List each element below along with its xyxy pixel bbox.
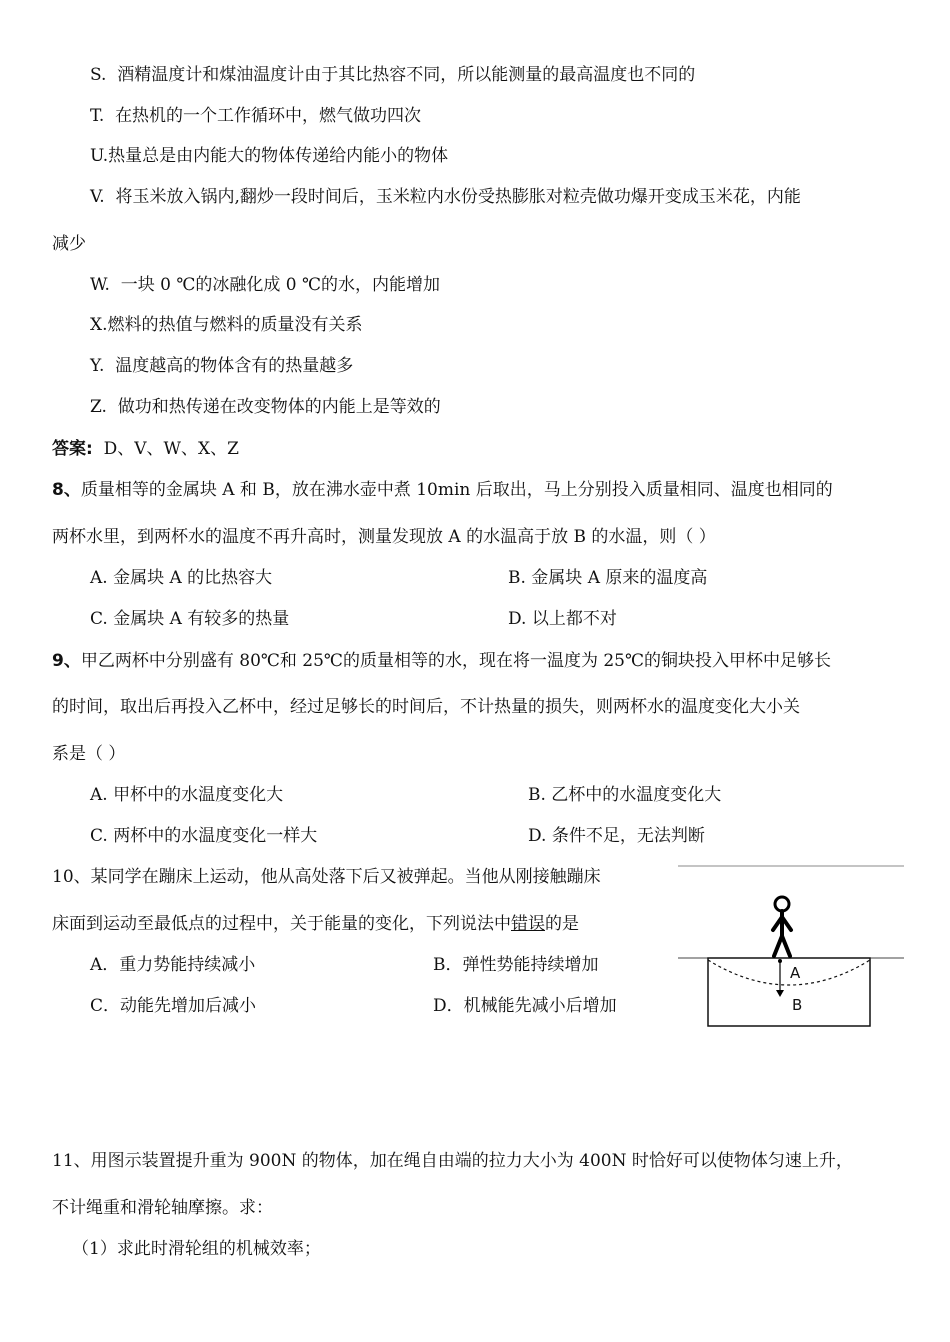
q10-line1: 10、某同学在蹦床上运动，他从高处落下后又被弹起。当他从刚接触蹦床: [52, 867, 601, 887]
q8-stem: 质量相等的金属块 A 和 B，放在沸水壶中煮 10min 后取出，马上分别投入质量相同、温度也相同的: [80, 480, 833, 500]
q11-line2: 不计绳重和滑轮轴摩擦。求：: [52, 1198, 273, 1218]
q8-option-b: B. 金属块 A 原来的温度高: [508, 568, 708, 588]
q9-option-c: C. 两杯中的水温度变化一样大: [90, 826, 318, 846]
q10-line2: [52, 916, 579, 933]
q8-option-a: A. 金属块 A 的比热容大: [90, 568, 273, 588]
q10-stem-b: 的是: [545, 914, 579, 934]
q10-option-c: C．动能先增加后减小: [90, 996, 257, 1016]
q10-stem-a: 床面到运动至最低点的过程中，关于能量的变化，下列说法中: [52, 914, 511, 934]
q8-option-d: D. 以上都不对: [508, 609, 617, 629]
q10-option-b: B．弹性势能持续增加: [433, 955, 599, 975]
q9-line3: 系是（ ）: [52, 744, 126, 764]
trampoline-deflection-curve: [708, 960, 870, 985]
item-v-continuation: 减少: [52, 234, 86, 254]
trampoline-frame: [708, 958, 870, 1026]
q9-option-b: B. 乙杯中的水温度变化大: [528, 785, 722, 805]
trampoline-figure: [676, 864, 906, 1034]
item-label: W.: [90, 275, 110, 295]
arrow-head: [776, 990, 784, 997]
person-figure: [773, 897, 791, 956]
item-text: 燃料的热值与燃料的质量没有关系: [107, 315, 363, 335]
q10-emphasis-wrong: 错误: [511, 914, 545, 934]
q9-stem: 甲乙两杯中分别盛有 80℃和 25℃的质量相等的水，现在将一温度为 25℃的铜块投入甲杯中足够长: [80, 651, 832, 671]
item-text: 一块 0 ℃的冰融化成 0 ℃的水，内能增加: [120, 275, 440, 295]
item-t: [90, 108, 421, 125]
item-y: [90, 358, 353, 375]
q8-option-c: C. 金属块 A 有较多的热量: [90, 609, 290, 629]
item-text: 做功和热传递在改变物体的内能上是等效的: [117, 397, 441, 417]
q9-option-a: A. 甲杯中的水温度变化大: [90, 785, 284, 805]
q9-line2: 的时间，取出后再投入乙杯中，经过足够长的时间后，不计热量的损失，则两杯水的温度变化大小关: [52, 697, 800, 717]
item-label: T.: [90, 106, 105, 126]
item-text: 将玉米放入锅内,翻炒一段时间后，玉米粒内水份受热膨胀对粒壳做功爆开变成玉米花，内能: [115, 187, 801, 207]
point-b-label: B: [792, 996, 803, 1014]
q9-number: 9、: [52, 651, 81, 671]
point-a-label: A: [790, 964, 801, 982]
q8-number: 8、: [52, 480, 81, 500]
q10-option-d: D．机械能先减小后增加: [433, 996, 617, 1016]
q10-option-a: A．重力势能持续减小: [90, 955, 256, 975]
answer-text: D、V、W、X、Z: [103, 439, 239, 459]
item-w: [90, 277, 440, 294]
item-z: [90, 399, 441, 416]
q11-line1: 11、用图示装置提升重为 900N 的物体，加在绳自由端的拉力大小为 400N 时恰好可以使物体匀速上升，: [52, 1151, 853, 1171]
answer-line: [52, 441, 239, 458]
q11-sub1: （1）求此时滑轮组的机械效率；: [72, 1239, 321, 1259]
q8-line1: [52, 482, 833, 499]
item-label: S.: [90, 65, 107, 85]
answer-label: 答案:: [52, 439, 93, 459]
item-x: [90, 317, 363, 334]
item-s: [90, 67, 695, 84]
item-label: U.: [90, 146, 109, 166]
item-v: [90, 189, 801, 206]
item-text: 酒精温度计和煤油温度计由于其比热容不同，所以能测量的最高温度也不同的: [117, 65, 696, 85]
item-text: 温度越高的物体含有的热量越多: [115, 356, 354, 376]
item-label: Y.: [90, 356, 105, 376]
q8-line2: 两杯水里，到两杯水的温度不再升高时，测量发现放 A 的水温高于放 B 的水温，则（ ）: [52, 527, 716, 547]
item-label: X.: [90, 315, 108, 335]
item-text: 热量总是由内能大的物体传递给内能小的物体: [108, 146, 449, 166]
q9-line1: [52, 653, 831, 670]
item-u: [90, 148, 448, 165]
q9-option-d: D. 条件不足，无法判断: [528, 826, 705, 846]
point-a-marker: [778, 959, 782, 963]
item-label: V.: [90, 187, 105, 207]
item-text: 在热机的一个工作循环中，燃气做功四次: [115, 106, 422, 126]
item-label: Z.: [90, 397, 107, 417]
